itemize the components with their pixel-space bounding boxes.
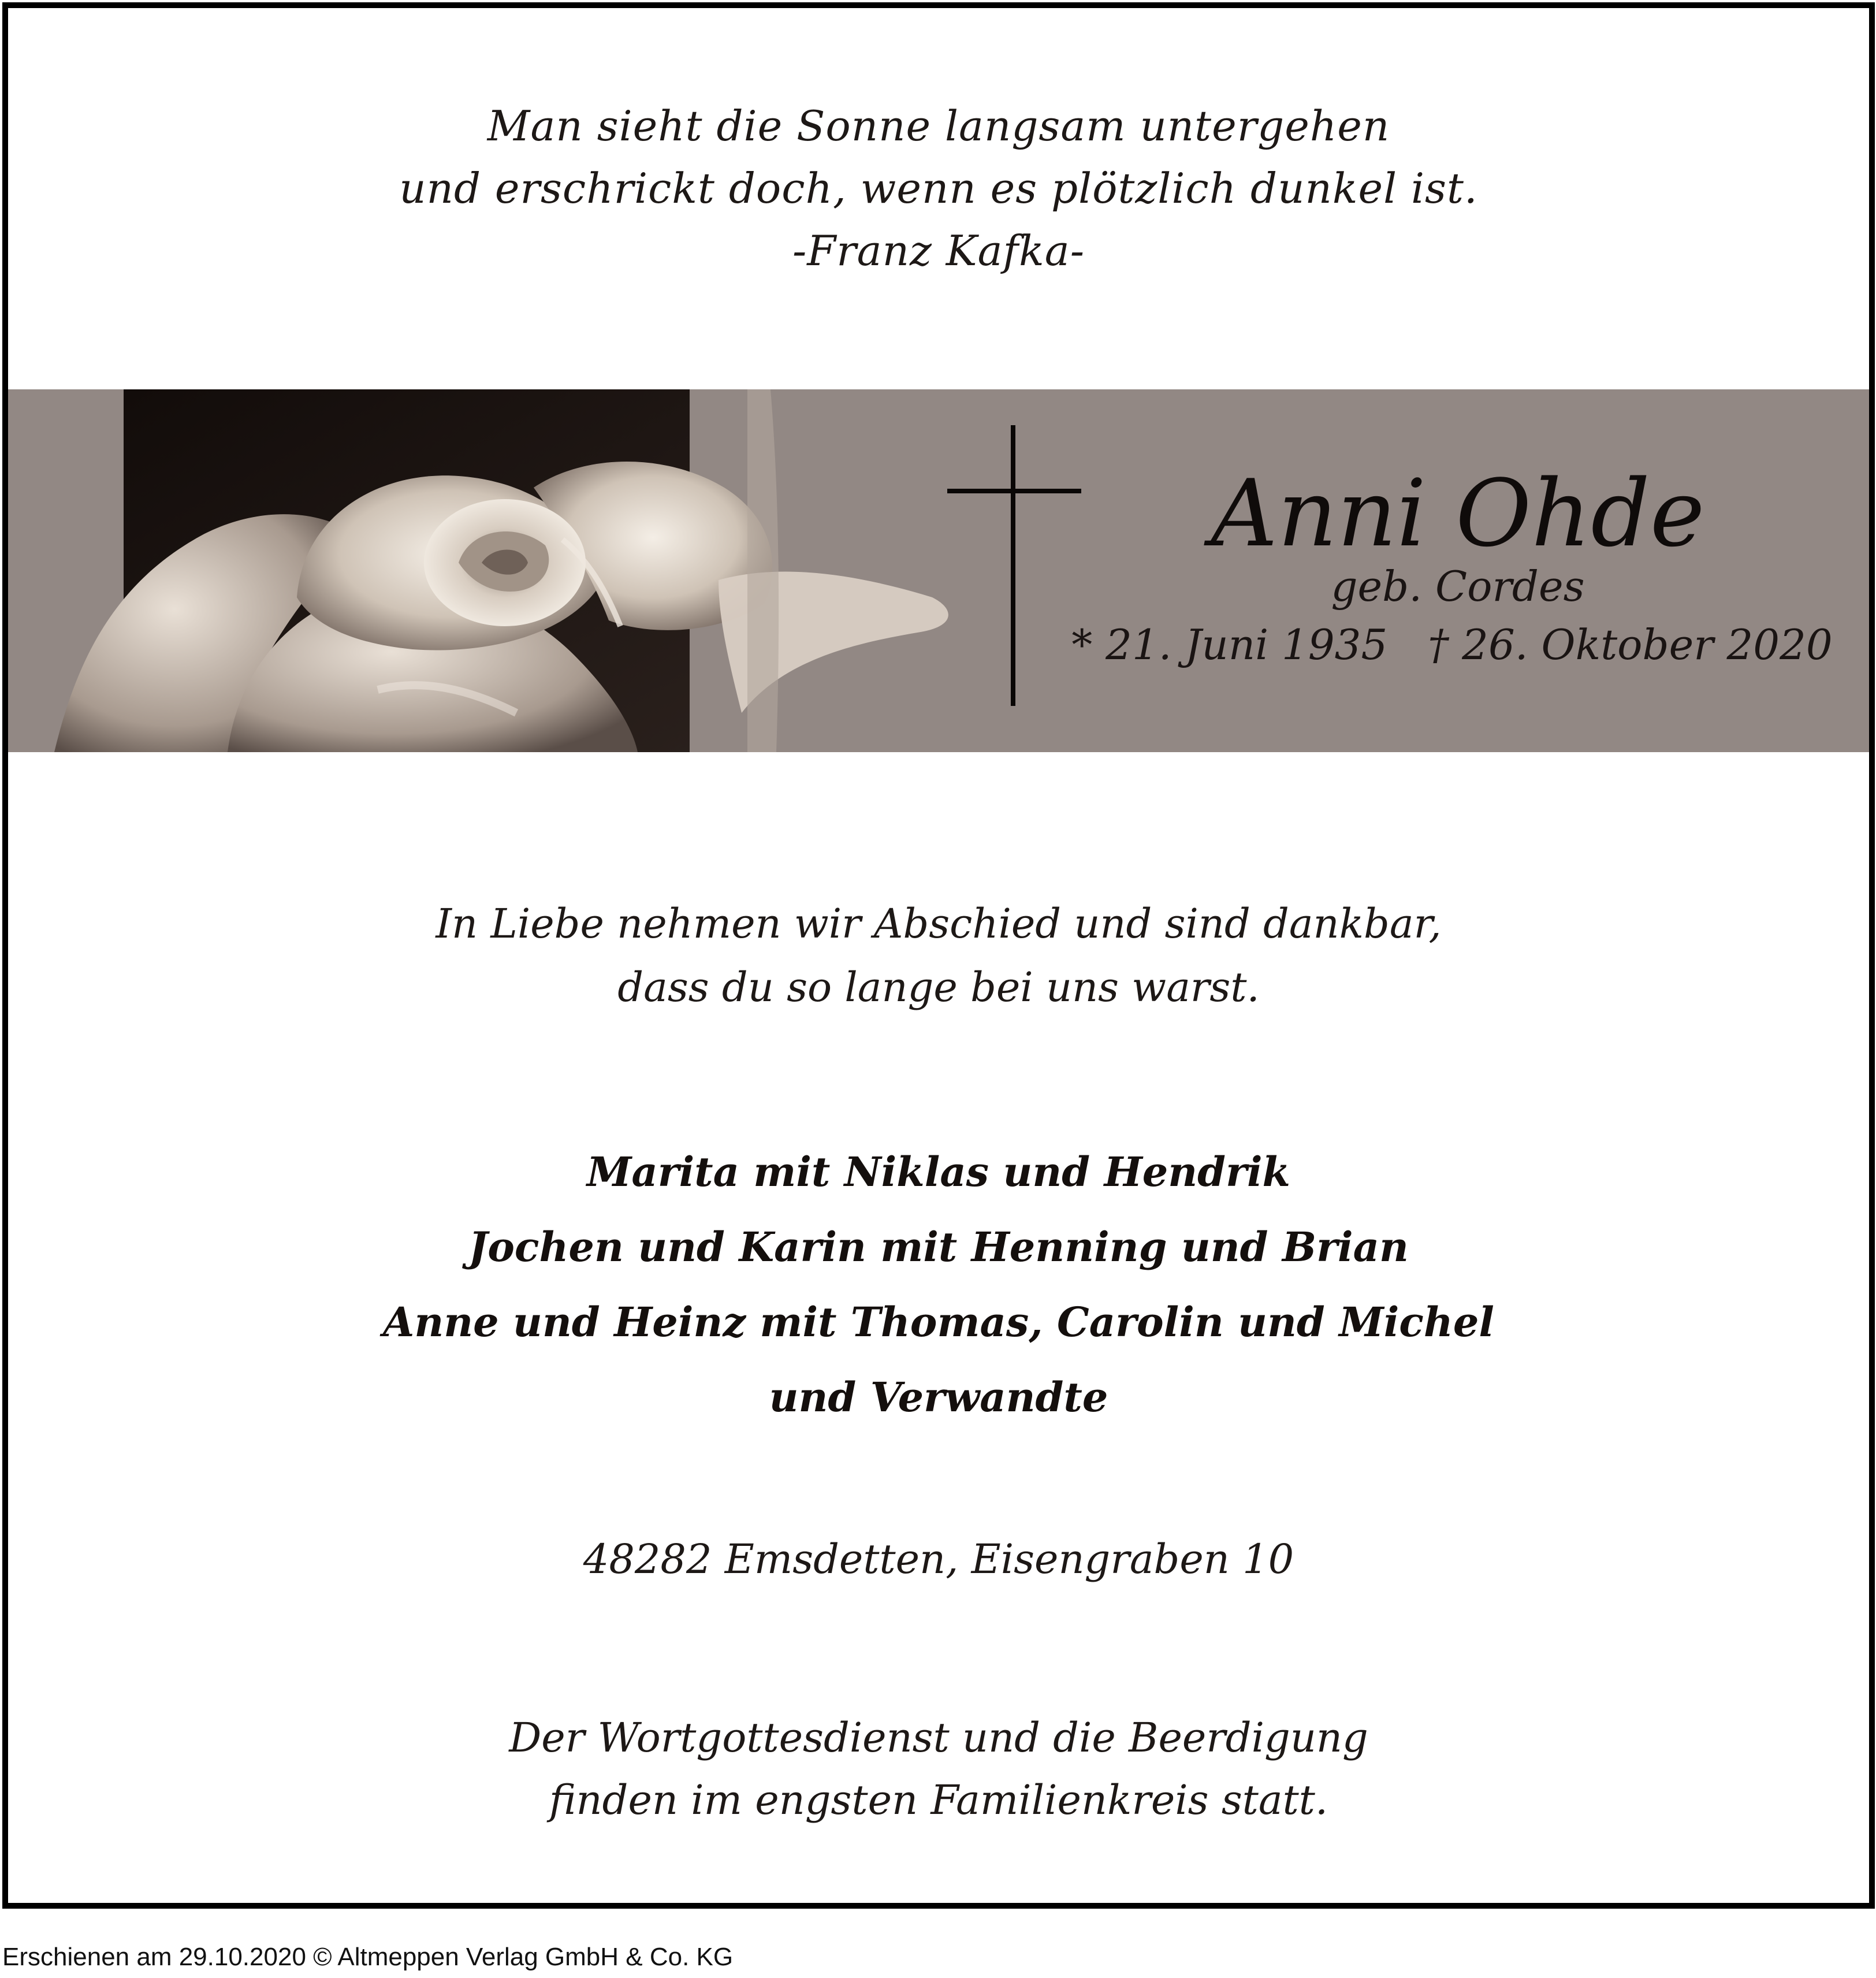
farewell-line: In Liebe nehmen wir Abschied und sind dankbar,	[436, 900, 1442, 947]
service-notice	[8, 1706, 1869, 1831]
quote-line: und erschrickt doch, wenn es plötzlich dunkel ist.	[399, 164, 1478, 213]
deceased-name: Anni Ohde	[1211, 459, 1705, 567]
quote-author: -Franz Kafka-	[792, 226, 1085, 275]
mourners-list	[8, 1135, 1869, 1435]
life-dates	[1036, 616, 1868, 674]
obituary-frame	[2, 2, 1875, 1909]
mourner-line: Marita mit Niklas und Hendrik	[586, 1148, 1291, 1196]
publication-footer: Erschienen am 29.10.2020 © Altmeppen Verlag GmbH & Co. KG	[2, 1943, 734, 1971]
kafka-quote	[8, 95, 1869, 282]
quote-line: Man sieht die Sonne langsam untergehen	[487, 102, 1390, 150]
address: 48282 Emsdetten, Eisengraben 10	[583, 1535, 1294, 1583]
death-date: † 26. Oktober 2020	[1428, 620, 1833, 669]
service-line: finden im engsten Familienkreis statt.	[549, 1776, 1328, 1824]
mourner-line: und Verwandte	[769, 1373, 1108, 1421]
name-banner	[8, 389, 1869, 752]
farewell-text	[8, 892, 1869, 1019]
mourner-line: Jochen und Karin mit Henning und Brian	[468, 1223, 1409, 1271]
birth-date: * 21. Juni 1935	[1071, 620, 1388, 669]
farewell-line: dass du so lange bei uns warst.	[617, 964, 1260, 1011]
birth-name: geb. Cordes	[1331, 562, 1585, 611]
mourner-line: Anne und Heinz mit Thomas, Carolin und Michel	[383, 1298, 1494, 1346]
service-line: Der Wortgottesdienst und die Beerdigung	[509, 1714, 1368, 1761]
